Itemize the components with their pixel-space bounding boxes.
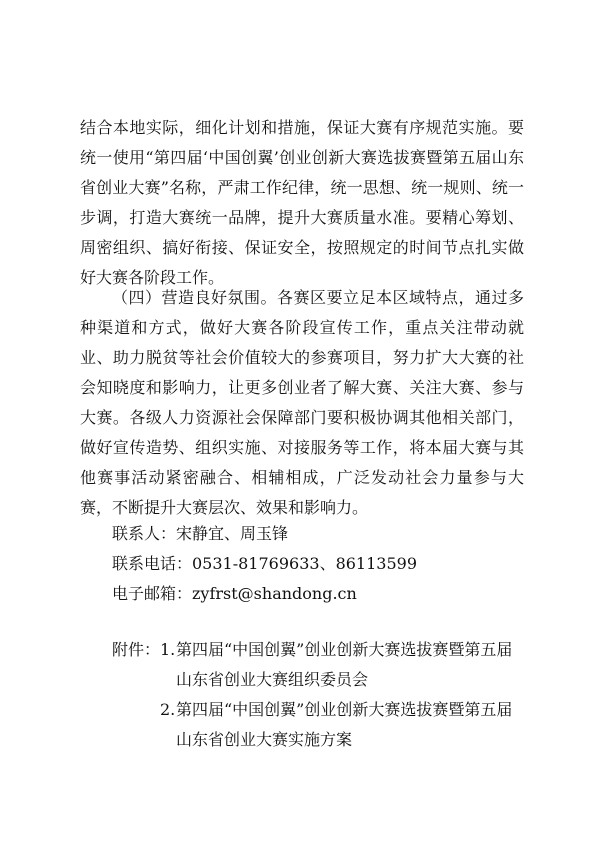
contact-person-text: 联系人：宋静宜、周玉锋 xyxy=(112,524,289,543)
attachment-number-2: 2. xyxy=(160,700,176,719)
attachment-row-2 xyxy=(160,695,532,755)
contact-email-text: 电子邮箱：zyfrst@shandong.cn xyxy=(112,584,357,603)
contact-email-row xyxy=(112,579,512,609)
attachment-item-2 xyxy=(160,695,526,755)
attachment-row-1 xyxy=(112,635,532,695)
attachment-title-1: 第四届“中国创翼”创业创新大赛选拔赛暨第五届山东省创业大赛组织委员会 xyxy=(176,640,513,689)
continuation-text: 结合本地实际，细化计划和措施，保证大赛有序规范实施。要统一使用“第四届‘中国创翼’创业创新大赛选拔赛暨第五届山东省创业大赛”名称，严肃工作纪律，统一思想、统一规则、统一步调，打造大赛统一品牌，提升大赛质量水准。要精心筹划、周密组织、搞好衔接、保证安全，按照规定的时间节点扎实做好大赛各阶段工作。 xyxy=(80,118,524,287)
attachment-number-1: 1. xyxy=(160,640,176,659)
section-four-text: （四）营造良好氛围。各赛区要立足本区域特点，通过多种渠道和方式，做好大赛各阶段宣传工作，重点关注带动就业、助力脱贫等社会价值较大的参赛项目，努力扩大大赛的社会知晓度和影响力，让更多创业者了解大赛、关注大赛、参与大赛。各级人力资源社会保障部门要积极协调其他相关部门，做好宣传造势、组织实施、对接服务等工作，将本届大赛与其他赛事活动紧密融合、相辅相成，广泛发动社会力量参与大赛，不断提升大赛层次、效果和影响力。 xyxy=(80,288,524,517)
continuation-paragraph xyxy=(80,113,524,293)
section-four-paragraph xyxy=(80,283,524,523)
attachments-prefix: 附件： xyxy=(112,640,161,659)
attachment-item-1 xyxy=(160,635,526,695)
contact-phone-text: 联系电话：0531-81769633、86113599 xyxy=(112,554,418,573)
contact-phone-row xyxy=(112,549,512,579)
attachment-title-2: 第四届“中国创翼”创业创新大赛选拔赛暨第五届山东省创业大赛实施方案 xyxy=(176,700,513,749)
contact-person-row xyxy=(112,519,512,549)
attachments-list xyxy=(112,635,532,755)
